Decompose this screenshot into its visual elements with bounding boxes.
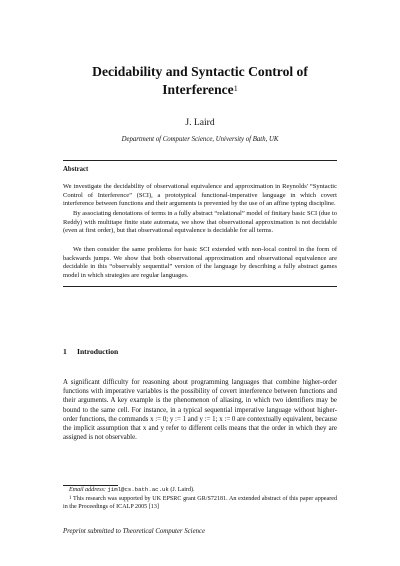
title-line-1: Decidability and Syntactic Control of	[92, 64, 308, 79]
author-affiliation: Department of Computer Science, University of Bath, UK	[121, 136, 279, 143]
title-line-2: Interference	[162, 82, 234, 97]
introduction-paragraph: A significant difficulty for reasoning about programming languages that combine higher-order functions with imperative variables is the possibility of covert interference between functions and their arguments. A key example is the phenomenon of aliasing, in which two identifiers may be bound to the same cell. For instance, in a typical sequential imperative language without higher-order functions, the commands x := 0; y := 1 and y := 1; x := 0 are contextually equivalent, because the implicit assumption that x and y refer to different cells means that the order in which they are assigned is not observable.	[63, 379, 337, 442]
title-footnote-mark: 1	[233, 84, 238, 93]
footnote-funding	[63, 495, 337, 511]
footnote-email	[63, 486, 337, 494]
abstract-bottom-rule	[63, 286, 337, 287]
section-heading	[63, 347, 118, 356]
footnote-mark: 1	[69, 496, 72, 501]
footnote-funding-text: This research was supported by UK EPSRC grant GR/S72181. An extended abstract of this paper appeared in the Proceedings of ICALP 2005 [13]	[63, 496, 337, 511]
email-suffix: (J. Laird).	[170, 487, 195, 493]
abstract-paragraph-2: By associating denotations of terms in a fully abstract “relational” model of finitary basic SCI (due to Reddy) with multitape finite state automata, we show that observational approximation is not decidable (even at first order), but that observational equivalence is decidable for all terms.	[63, 210, 337, 234]
abstract-top-rule	[63, 160, 337, 161]
section-title: Introduction	[77, 347, 119, 356]
abstract-heading: Abstract	[63, 166, 89, 173]
abstract-paragraph-1: We investigate the decidability of observational equivalence and approximation in Reynolds' “Syntactic Control of Interference” (SCI), a prototypical functional-imperative language in which covert interference between functions and their arguments is prevented by the use of an affine typing discipline.	[63, 183, 337, 207]
email-label: Email address:	[69, 487, 106, 493]
preprint-notice: Preprint submitted to Theoretical Computer Science	[63, 528, 206, 535]
abstract-paragraph-3: We then consider the same problems for basic SCI extended with non-local control in the form of backwards jumps. We show that both observational approximation and observational equivalence are decidable in this “observably sequential” version of the language by describing a fully abstract games model in which strategies are regular languages.	[63, 246, 337, 279]
email-address: jiml@cs.bath.ac.uk	[107, 486, 169, 493]
paper-title	[60, 63, 340, 99]
author-name: J. Laird	[185, 117, 215, 128]
section-number: 1	[63, 347, 67, 356]
